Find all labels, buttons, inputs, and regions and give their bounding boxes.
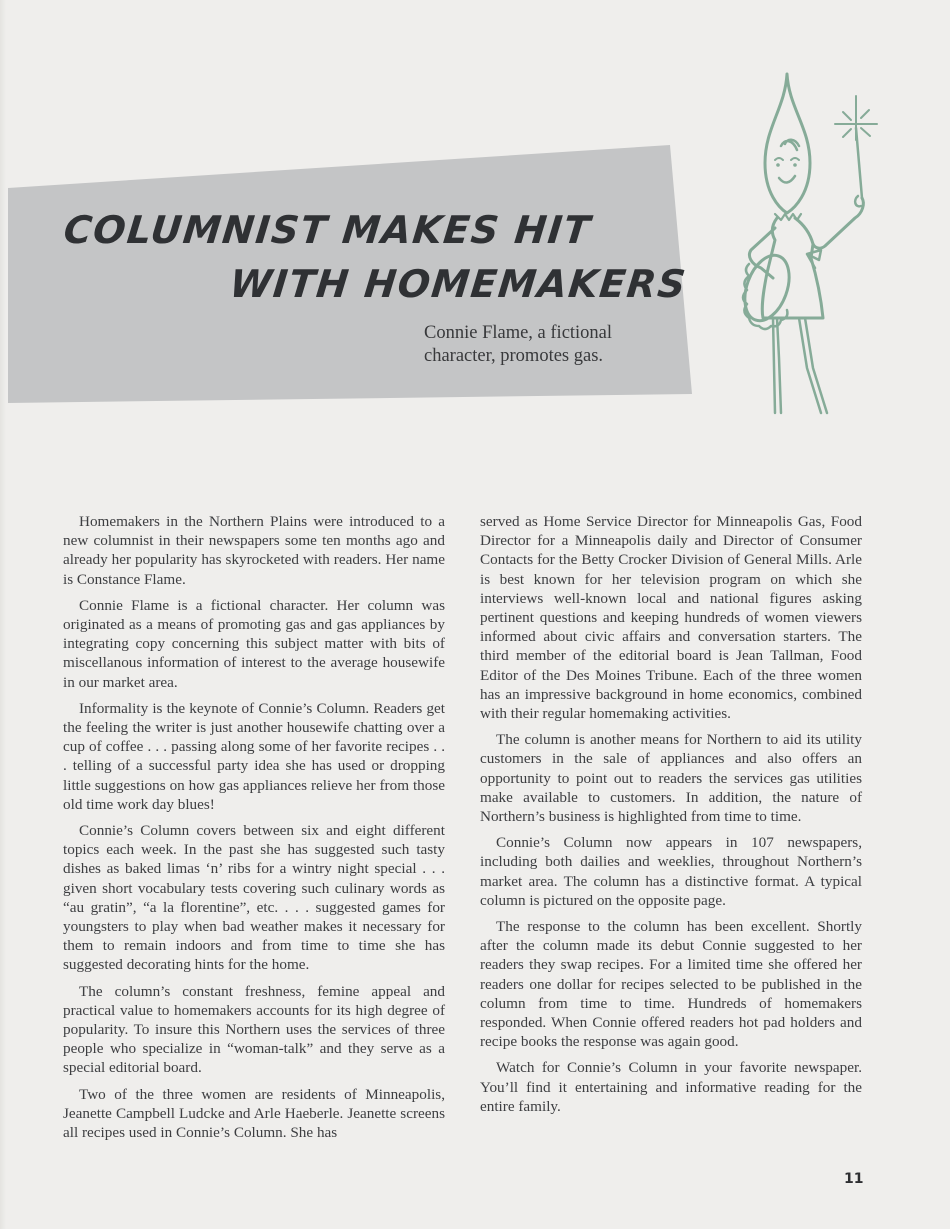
article-column-left xyxy=(63,512,445,1149)
paragraph: Informality is the keynote of Connie’s Column. Readers get the feeling the writer is just another housewife chatting over a cup of coffee . . . passing along some of her favorite recipes . . . telling of a successful party idea she has used or dropping little suggestions on how gas appliances relieve her from those old time work day blues! xyxy=(63,699,445,813)
paragraph: Two of the three women are residents of Minneapolis, Jeanette Campbell Ludcke and Arle Haeberle. Jeanette screens all recipes used in Connie’s Column. She has xyxy=(63,1085,445,1142)
paragraph: Homemakers in the Northern Plains were introduced to a new columnist in their newspapers some ten months ago and already her popularity has skyrocketed with readers. Her name is Constance Flame. xyxy=(63,513,445,588)
hair-curl-icon xyxy=(781,140,799,150)
headline-line-2: WITH HOMEMAKERS xyxy=(227,262,689,306)
connie-flame-mascot-illustration xyxy=(715,68,885,428)
wand-icon xyxy=(856,128,862,198)
flame-head-icon xyxy=(765,74,810,213)
eye-right-icon xyxy=(791,158,799,160)
page-number: 11 xyxy=(844,1171,864,1187)
paragraph: Connie Flame is a fictional character. Her column was originated as a means of promoting gas and gas appliances by integrating copy concerning this subject matter with bits of miscellanous information of interest to the average housewife in our market area. xyxy=(63,596,445,691)
paragraph: The column’s constant freshness, femine appeal and practical value to homemakers accounts for its high degree of popularity. To insure this Northern uses the services of three people who specialize in “woman-talk” and they serve as a special editorial board. xyxy=(63,982,445,1077)
headline-line-1: COLUMNIST MAKES HIT xyxy=(61,208,594,252)
leg-left xyxy=(773,318,781,413)
paragraph: Watch for Connie’s Column in your favorite newspaper. You’ll find it entertaining and informative reading for the entire family. xyxy=(480,1059,862,1115)
paragraph: Connie’s Column now appears in 107 newspapers, including both dailies and weeklies, throughout Northern’s market area. The column has a distinctive format. A typical column is pictured on the opposite page. xyxy=(480,834,862,909)
article-column-right xyxy=(480,512,862,1123)
article-subtitle: Connie Flame, a fictional character, promotes gas. xyxy=(424,323,613,366)
paragraph: The column is another means for Northern to aid its utility customers in the sale of appliances and also offers an opportunity to point out to readers the services gas utilities make available to customers. In addition, the nature of Northern’s business is highlighted from time to time. xyxy=(480,731,862,826)
paragraph-continuation: served as Home Service Director for Minneapolis Gas, Food Director for a Minneapolis daily and Director of Consumer Contacts for the Betty Crocker Division of General Mills. Arle is best known for her television program on which she interviews well-known local and national figures asking pertinent questions and keeping hundreds of women viewers informed about civic affairs and conversation starters. The third member of the editorial board is Jean Tallman, Food Editor of the Des Moines Tribune. Each of the three women has an impressive background in home economics, combined with their regular homemaking activities. xyxy=(480,513,862,723)
paragraph: The response to the column has been excellent. Shortly after the column made its debut Connie suggested to her readers they swap recipes. For a limited time she offered her readers one dollar for recipes selected to be published in the column from time to time. Hundreds of homemakers responded. When Connie offered readers hot pad holders and recipe books the response was again good. xyxy=(480,918,862,1051)
paragraph: Connie’s Column covers between six and eight different topics each week. In the past she has suggested such tasty dishes as baked limas ‘n’ ribs for a wintry night special . . . given short vocabulary tests covering such culinary words as “au gratin”, “a la florentine”, etc. . . . suggested games for youngsters to play when bad weather makes it necessary for them to remain indoors and from time to time she has suggested decorating hints for the home. xyxy=(63,822,445,974)
apron-bow xyxy=(807,250,821,268)
eye-left-icon xyxy=(775,158,783,160)
smile-icon xyxy=(779,176,795,183)
collar xyxy=(775,214,801,220)
leg-right xyxy=(799,318,827,413)
